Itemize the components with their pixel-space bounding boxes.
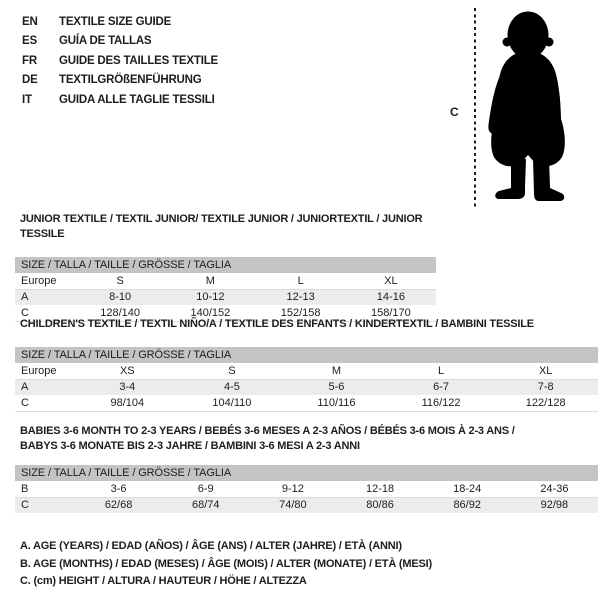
size-table-header: SIZE / TALLA / TAILLE / GRÖSSE / TAGLIA [15,347,598,363]
language-row [22,51,218,71]
size-cell: XL [346,273,436,289]
size-row [15,289,436,305]
height-measure-dashed-line [474,8,476,208]
size-cell: 140/152 [165,305,255,321]
legend-line: B. AGE (MONTHS) / EDAD (MESES) / ÂGE (MOIS) / ALTER (MONATE) / ETÀ (MESI) [20,557,432,570]
legend [20,538,432,591]
size-section [15,424,598,513]
row-label: C [15,305,75,321]
size-cell: 3-6 [75,481,162,497]
language-row [22,90,218,110]
row-label: B [15,481,75,497]
size-cell: 6-7 [389,379,494,395]
size-cell: 10-12 [165,289,255,305]
row-label: A [15,379,75,395]
guide-title: TEXTILGRÖßENFÜHRUNG [59,74,202,87]
section-title-line: CHILDREN'S TEXTILE / TEXTIL NIÑO/A / TEXTILE DES ENFANTS / KINDERTEXTIL / BAMBINI TESSILE [20,318,534,330]
size-cell: 12-18 [336,481,423,497]
section-title [15,317,598,332]
size-cell: 74/80 [249,497,336,513]
baby-silhouette-icon [481,9,571,209]
size-row [15,379,598,395]
row-label: A [15,289,75,305]
guide-title: GUIDE DES TAILLES TEXTILE [59,54,218,67]
size-cell: 5-6 [284,379,389,395]
language-code: DE [22,74,38,87]
size-cell: 12-13 [256,289,346,305]
legend-line: C. (cm) HEIGHT / ALTURA / HAUTEUR / HÖHE / ALTEZZA [20,575,307,587]
row-label: C [15,395,75,411]
size-cell: XS [75,363,180,379]
row-label: Europe [15,363,75,379]
size-cell: 4-5 [180,379,285,395]
guide-title: GUÍA DE TALLAS [59,35,152,48]
size-cell: 98/104 [75,395,180,411]
size-cell: L [389,363,494,379]
section-title-line: JUNIOR TEXTILE / TEXTIL JUNIOR/ TEXTILE JUNIOR / JUNIORTEXTIL / JUNIOR TESSILE [20,213,423,240]
guide-title: TEXTILE SIZE GUIDE [59,15,172,28]
size-section [15,212,436,322]
size-section [15,317,598,412]
language-row [22,12,218,32]
language-title-list [22,12,218,110]
size-table [15,257,436,322]
size-row [15,273,436,289]
size-table [15,465,598,513]
language-row [22,32,218,52]
size-cell: 122/128 [493,395,598,411]
section-title-line: BABIES 3-6 MONTH TO 2-3 YEARS / BEBÉS 3-6 MESES A 2-3 AÑOS / BÉBÉS 3-6 MOIS À 2-3 ANS / [20,425,515,437]
legend-line: A. AGE (YEARS) / EDAD (AÑOS) / ÂGE (ANS) / ALTER (JAHRE) / ETÀ (ANNI) [20,540,402,552]
size-cell: 14-16 [346,289,436,305]
size-cell: 18-24 [424,481,511,497]
size-cell: L [256,273,346,289]
size-row [15,363,598,379]
size-table-header: SIZE / TALLA / TAILLE / GRÖSSE / TAGLIA [15,465,598,481]
size-cell: 116/122 [389,395,494,411]
size-cell: 62/68 [75,497,162,513]
size-cell: 24-36 [511,481,598,497]
size-cell: 8-10 [75,289,165,305]
section-title [15,424,598,454]
section-title [15,212,436,242]
size-row [15,497,598,513]
size-cell: 7-8 [493,379,598,395]
size-row [15,481,598,497]
size-cell: 80/86 [336,497,423,513]
size-cell: 92/98 [511,497,598,513]
size-row [15,395,598,411]
row-label: Europe [15,273,75,289]
size-cell: 9-12 [249,481,336,497]
size-cell: 158/170 [346,305,436,321]
size-cell: 110/116 [284,395,389,411]
size-cell: S [180,363,285,379]
size-cell: S [75,273,165,289]
size-cell: M [284,363,389,379]
size-cell: XL [493,363,598,379]
size-cell: 128/140 [75,305,165,321]
size-cell: 104/110 [180,395,285,411]
section-title-line: BABYS 3-6 MONATE BIS 2-3 JAHRE / BAMBINI 3-6 MESI A 2-3 ANNI [20,440,360,452]
guide-title: GUIDA ALLE TAGLIE TESSILI [59,93,215,106]
height-measure-label: C [450,105,459,119]
size-cell: 6-9 [162,481,249,497]
size-cell: 3-4 [75,379,180,395]
row-label: C [15,497,75,513]
language-row [22,71,218,91]
size-table [15,347,598,412]
size-cell: 68/74 [162,497,249,513]
size-cell: 86/92 [424,497,511,513]
language-code: FR [22,54,37,67]
language-code: EN [22,15,38,28]
size-cell: M [165,273,255,289]
size-cell: 152/158 [256,305,346,321]
size-table-header: SIZE / TALLA / TAILLE / GRÖSSE / TAGLIA [15,257,436,273]
language-code: IT [22,93,32,106]
language-code: ES [22,35,37,48]
